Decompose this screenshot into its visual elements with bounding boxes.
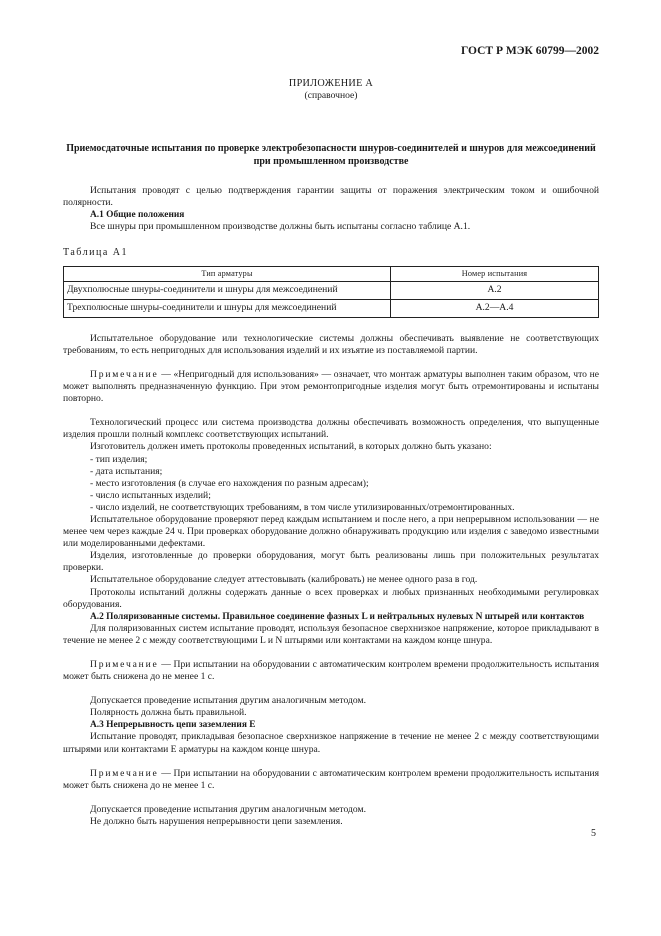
list-item: - число изделий, не соответствующих требованиям, в том числе утилизированных/отремонтированных. (90, 501, 515, 513)
realize-paragraph: Изделия, изготовленные до проверки оборудования, могут быть реализованы лишь при положительных результатах проверки. (63, 550, 599, 574)
note-2 (63, 659, 599, 683)
note-3-text: — При испытании на оборудовании с автоматическим контролем времени продолжительность испытания может быть снижена до не менее 1 с. (63, 767, 599, 791)
note-3 (63, 768, 599, 792)
final-paragraph: Не должно быть нарушения непрерывности цепи заземления. (90, 815, 343, 827)
note-3-label: Примечание (90, 767, 159, 779)
note-2-label: Примечание (90, 659, 159, 670)
note-1-label: Примечание (90, 368, 159, 380)
table-row (64, 281, 599, 299)
main-title: Приемосдаточные испытания по проверке электробезопасности шнуров-соединителей и шнуров для межсоединений при промышленном производстве (66, 143, 596, 167)
note-1-text: — «Непригодный для использования» — означает, что монтаж арматуры выполнен таким образом, что не может выполнять предназначенную функцию. При этом ремонтопригодные изделия могут быть отремонтированы и испытаны повторно. (63, 368, 599, 405)
table-header-fitting-type: Тип арматуры (64, 266, 391, 281)
other-method-paragraph: Допускается проведение испытания другим аналогичным методом. (90, 695, 366, 707)
section-a3-text: Испытание проводят, прикладывая безопасное сверхнизкое напряжение в течение не менее 2 с между соответствующими штырями или контактами Е арматуры на каждом конце шнура. (63, 731, 599, 755)
note-2-text: — При испытании на оборудовании с автоматическим контролем времени продолжительность испытания может быть снижена до не менее 1 с. (63, 659, 599, 683)
list-item: - дата испытания; (90, 465, 163, 477)
list-item: - место изготовления (в случае его нахождения по разным адресам); (90, 477, 369, 489)
table-cell-test-number: А.2 (391, 281, 599, 299)
note-1 (63, 369, 599, 405)
appendix-title: ПРИЛОЖЕНИЕ А (288, 78, 374, 89)
list-item: - число испытанных изделий; (90, 489, 211, 501)
page-content (63, 78, 599, 828)
section-a1-text: Все шнуры при промышленном производстве должны быть испытаны согласно таблице А.1. (90, 221, 471, 233)
list-item: - тип изделия; (90, 453, 148, 465)
page-number: 5 (591, 828, 596, 839)
table-cell-fitting-type: Двухполюсные шнуры-соединители и шнуры для межсоединений (64, 281, 391, 299)
polarity-paragraph: Полярность должна быть правильной. (90, 707, 247, 719)
table-header-row (64, 266, 599, 281)
protocols-intro-paragraph: Изготовитель должен иметь протоколы проведенных испытаний, в которых должно быть указано: (90, 441, 492, 453)
process-paragraph: Технологический процесс или система производства должны обеспечивать возможность определения, что выпущенные изделия прошли полный комплекс соответствующих испытаний. (63, 417, 599, 441)
table-label: Таблица А1 (63, 246, 128, 258)
table-header-test-number: Номер испытания (391, 266, 599, 281)
table-row (64, 299, 599, 317)
table-cell-fitting-type: Трехполюсные шнуры-соединители и шнуры для межсоединений (64, 299, 391, 317)
other-method-paragraph-2: Допускается проведение испытания другим аналогичным методом. (90, 803, 366, 815)
intro-paragraph: Испытания проводят с целью подтверждения гарантии защиты от поражения электрическим током и ошибочной полярности. (63, 185, 599, 209)
fittings-table (63, 266, 599, 318)
table-cell-test-number: А.2—А.4 (391, 299, 599, 317)
equipment-paragraph: Испытательное оборудование или технологические системы должны обеспечивать выявление не соответствующих требованиям, то есть непригодных для использования изделий и их изъятие из поставляемой партии. (63, 332, 599, 356)
standard-header: ГОСТ Р МЭК 60799—2002 (461, 45, 599, 57)
calibration-paragraph: Испытательное оборудование следует аттестовывать (калибровать) не менее одного раза в год. (90, 574, 478, 586)
section-a2-heading: А.2 Поляризованные системы. Правильное соединение фазных L и нейтральных нулевых N штырей или контактов (90, 611, 585, 622)
section-a2-text: Для поляризованных систем испытание проводят, используя безопасное сверхнизкое напряжение, которое прикладывают в течение не менее 2 с между соответствующими L и N штырями или контактами на каждом конце шнура. (63, 622, 599, 646)
section-a1-heading: А.1 Общие положения (90, 210, 185, 221)
protocol-data-paragraph: Протоколы испытаний должны содержать данные о всех проверках и любых признанных необходимыми регулировках оборудования. (63, 586, 599, 610)
section-a3-heading: А.3 Непрерывность цепи заземления Е (90, 720, 256, 731)
check-paragraph: Испытательное оборудование проверяют перед каждым испытанием и после него, а при непрерывном использовании — не менее чем через каждые 24 ч. При проверках оборудование должно обнаруживать продукцию или изделия с заведомо известными или моделированными дефектами. (63, 513, 599, 550)
appendix-subtitle: (справочное) (304, 90, 358, 102)
